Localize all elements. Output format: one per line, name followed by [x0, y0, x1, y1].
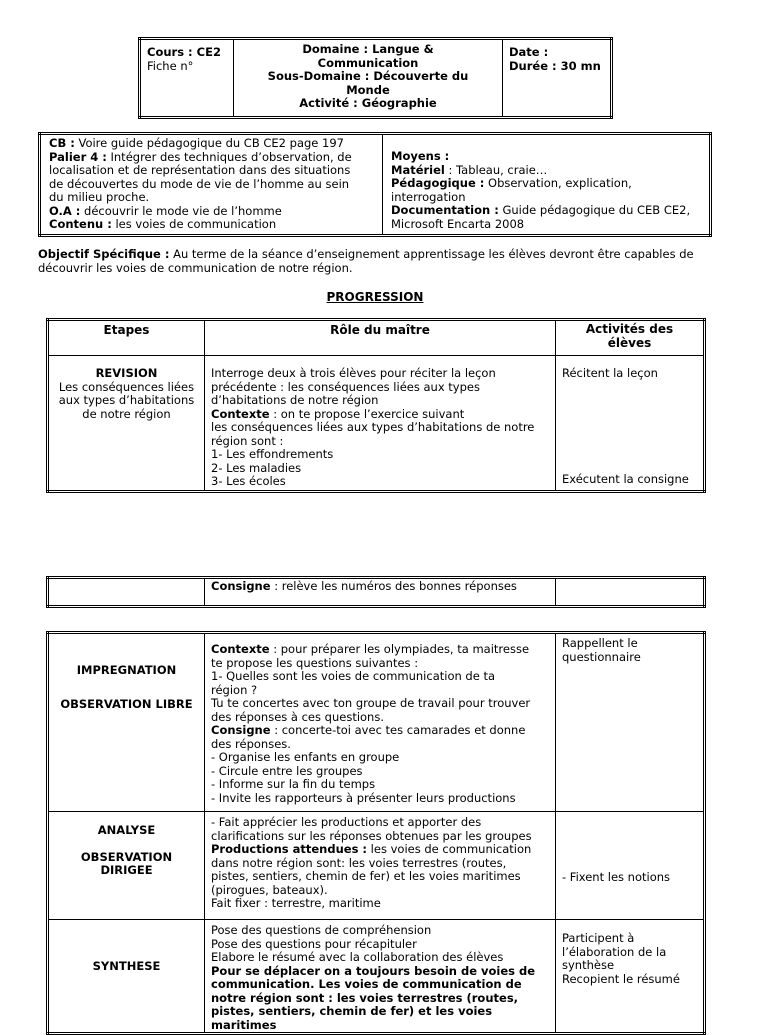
revision-etape-line: aux types d’habitations — [58, 393, 195, 407]
sous-domaine-line: Sous-Domaine : Découverte du — [267, 69, 469, 83]
resume-line: notre région sont : les voies terrestres (routes, — [211, 990, 519, 1005]
activite-line: Participent à — [562, 931, 635, 945]
observation-dirigee-title: DIRIGEE — [100, 863, 153, 877]
activite-revision — [556, 356, 705, 492]
analyse-title: ANALYSE — [97, 823, 156, 837]
header-table — [138, 37, 613, 119]
role-line: des réponses. — [211, 736, 291, 751]
resume-line: communication. Les voies de communication de — [211, 977, 522, 991]
domaine-line: Communication — [317, 55, 419, 70]
role-consigne — [205, 578, 556, 607]
cb-table — [38, 132, 712, 237]
header-activites — [556, 320, 705, 356]
table-row — [48, 356, 705, 492]
fiche-label: Fiche n° — [147, 58, 194, 73]
role-line: dans notre région sont: les voies terrestres (routes, — [211, 855, 507, 870]
activite-line: l’élaboration de la — [562, 944, 667, 959]
role-line: région sont : — [211, 433, 284, 448]
role-line: des réponses à ces questions. — [211, 709, 384, 724]
resume-line: pistes, sentiers, chemin de fer) et les voies — [211, 1004, 493, 1018]
activite-line: Recopient le résumé — [562, 971, 680, 986]
role-synthese — [205, 920, 556, 1034]
role-line: Fait fixer : terrestre, maritime — [211, 896, 381, 910]
role-line: les conséquences liées aux types d’habitations de notre — [211, 420, 535, 434]
documentation-text: Microsoft Encarta 2008 — [391, 216, 525, 231]
revision-etape-line: de notre région — [82, 406, 171, 421]
revision-title: REVISION — [95, 366, 158, 380]
resume-line: maritimes — [211, 1017, 277, 1032]
progression-table-main — [46, 631, 706, 1035]
pedagogique-label: Pédagogique : — [391, 176, 485, 190]
activite-analyse — [556, 812, 705, 920]
activite-line: Exécutent la consigne — [562, 471, 689, 486]
role-line: - Informe sur la fin du temps — [211, 777, 376, 791]
role-line: - Invite les rapporteurs à présenter leurs productions — [211, 790, 516, 805]
activite-line: synthèse — [562, 958, 615, 972]
etape-empty — [48, 578, 205, 607]
header-activites-line: élèves — [607, 335, 652, 350]
header-activites-line: Activités des — [585, 322, 674, 336]
observation-dirigee-title: OBSERVATION — [80, 849, 173, 864]
role-line: 3- Les écoles — [211, 474, 286, 488]
header-etapes: Etapes — [48, 320, 205, 356]
contexte-label: Contexte — [211, 406, 270, 421]
moyens-label: Moyens : — [391, 149, 450, 163]
role-line: d’habitations de notre région — [211, 393, 379, 407]
duree-label: Durée : 30 mn — [509, 58, 601, 73]
productions-label: Productions attendues : — [211, 842, 368, 856]
role-revision — [205, 356, 556, 492]
impregnation-title: IMPREGNATION — [76, 663, 177, 677]
pedagogique-text: Observation, explication, — [484, 176, 632, 190]
domaine-cell — [234, 39, 503, 118]
role-line: Interroge deux à trois élèves pour réciter la leçon — [211, 366, 496, 380]
role-line: (pirogues, bateaux). — [211, 882, 328, 897]
role-line: - Circule entre les groupes — [211, 763, 363, 778]
etape-impregnation — [48, 633, 205, 812]
oa-label: O.A : — [49, 203, 81, 218]
role-line: clarifications sur les réponses obtenues par les groupes — [211, 828, 532, 843]
role-line: précédente : les conséquences liées aux types — [211, 379, 480, 394]
progression-title: PROGRESSION — [326, 290, 424, 304]
header-role-maitre: Rôle du maître — [205, 320, 556, 356]
role-line: - Organise les enfants en groupe — [211, 750, 400, 764]
activite-line: questionnaire — [562, 649, 641, 664]
contenu-text: les voies de communication — [111, 217, 277, 231]
role-line: te propose les questions suivantes : — [211, 655, 419, 670]
contexte-text: : pour préparer les olympiades, ta maitresse — [269, 642, 530, 656]
date-label: Date : — [509, 45, 549, 59]
table-row — [48, 633, 705, 812]
observation-libre-title: OBSERVATION LIBRE — [60, 696, 193, 711]
productions-text: les voies de communication — [367, 842, 532, 856]
objectif-text: découvrir les voies de communication de notre région. — [38, 260, 353, 275]
objectif-label: Objectif Spécifique : — [38, 247, 170, 261]
role-line: région ? — [211, 682, 258, 697]
pedagogique-text: interrogation — [391, 189, 466, 204]
cours-cell — [140, 39, 234, 118]
table-row — [48, 578, 705, 607]
role-line: Pose des questions pour récapituler — [211, 936, 417, 951]
role-line: 1- Quelles sont les voies de communication de ta — [211, 669, 496, 683]
contexte-label: Contexte — [211, 642, 270, 656]
role-analyse — [205, 812, 556, 920]
objectif-text: Au terme de la séance d’enseignement apprentissage les élèves devront être capables de — [169, 247, 694, 261]
oa-text: découvrir le mode vie de l’homme — [80, 203, 282, 218]
revision-etape-line: Les conséquences liées — [58, 379, 195, 394]
role-line: Tu te concertes avec ton groupe de travail pour trouver — [211, 696, 531, 710]
activite-line: Activité : Géographie — [299, 96, 437, 110]
role-line: - Fait apprécier les productions et apporter des — [211, 815, 482, 829]
activite-line: Rappellent le — [562, 636, 638, 650]
date-cell — [503, 39, 612, 118]
role-impregnation — [205, 633, 556, 812]
etape-synthese — [48, 920, 205, 1034]
activite-line: Récitent la leçon — [562, 366, 658, 380]
palier-text: de découvertes du mode de vie de l’homme au sein — [49, 176, 350, 191]
materiel-label: Matériel — [391, 162, 445, 177]
cb-right-cell — [383, 134, 711, 236]
palier-text: Intégrer des techniques d’observation, de — [106, 149, 352, 164]
progression-table-revision — [46, 318, 706, 493]
role-line: Elabore le résumé avec la collaboration des élèves — [211, 950, 504, 964]
resume-line: Pour se déplacer on a toujours besoin de voies de — [211, 963, 536, 978]
progression-table-consigne — [46, 576, 706, 608]
contenu-label: Contenu : — [49, 217, 112, 231]
role-line: Pose des questions de compréhension — [211, 923, 432, 937]
table-row — [48, 920, 705, 1034]
synthese-title: SYNTHESE — [92, 959, 161, 973]
role-line: pistes, sentiers, chemin de fer) et les voies maritimes — [211, 869, 521, 883]
sous-domaine-line: Monde — [346, 82, 390, 97]
activite-line: - Fixent les notions — [562, 870, 671, 884]
consigne-text: : relève les numéros des bonnes réponses — [270, 579, 517, 593]
activite-synthese — [556, 920, 705, 1034]
documentation-text: Guide pédagogique du CEB CE2, — [498, 203, 691, 217]
palier-text: du milieu proche. — [49, 190, 150, 204]
consigne-label: Consigne — [211, 579, 271, 593]
activite-empty — [556, 578, 705, 607]
role-line: 1- Les effondrements — [211, 447, 334, 461]
domaine-line: Domaine : Langue & — [302, 42, 434, 56]
cours-label: Cours : CE2 — [147, 45, 221, 59]
materiel-text: : Tableau, craie… — [444, 162, 548, 177]
cb-left-cell — [40, 134, 383, 236]
consigne-label: Consigne — [211, 723, 271, 737]
activite-impregnation — [556, 633, 705, 812]
palier-text: localisation et de représentation dans des situations — [49, 163, 351, 177]
table-header-row — [48, 320, 705, 356]
contexte-text: : on te propose l’exercice suivant — [269, 406, 465, 421]
table-row — [48, 812, 705, 920]
consigne-text: : concerte-toi avec tes camarades et donne — [270, 723, 526, 737]
cb-text: Voire guide pédagogique du CB CE2 page 197 — [74, 136, 344, 150]
role-line: 2- Les maladies — [211, 460, 302, 475]
etape-revision — [48, 356, 205, 492]
palier-label: Palier 4 : — [49, 149, 107, 164]
documentation-label: Documentation : — [391, 203, 499, 217]
objectif-specifique — [38, 248, 728, 275]
etape-analyse — [48, 812, 205, 920]
cb-label: CB : — [49, 136, 75, 150]
